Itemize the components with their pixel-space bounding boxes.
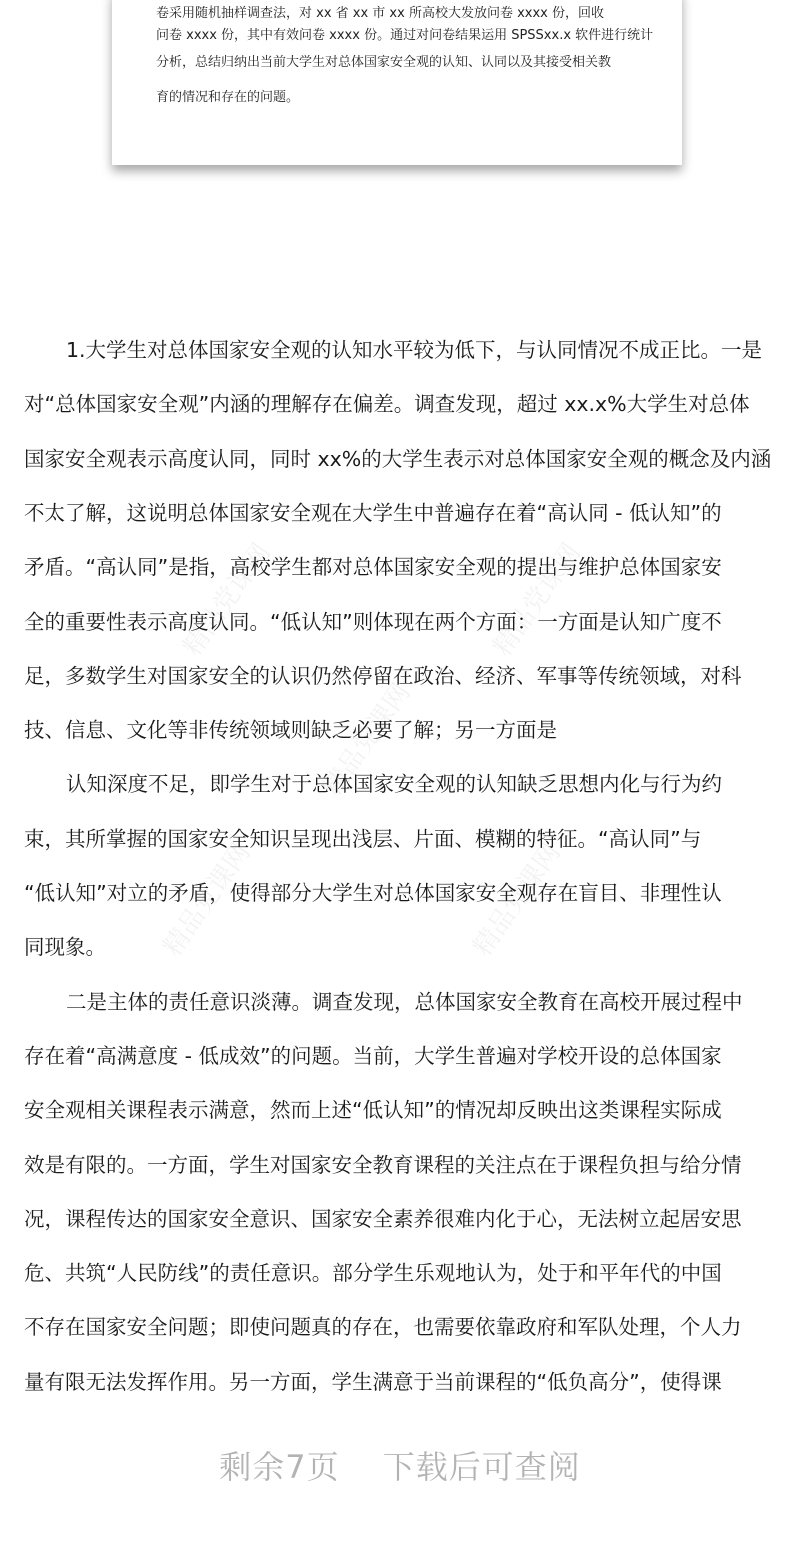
body-text-line: 足，多数学生对国家安全的认识仍然停留在政治、经济、军事等传统领域，对科 [24,663,742,688]
body-text-line: 存在着“高满意度 - 低成效”的问题。当前，大学生普遍对学校开设的总体国家 [24,1043,722,1068]
body-text-line: “低认知”对立的矛盾，使得部分大学生对总体国家安全观存在盲目、非理性认 [24,881,722,905]
download-to-view-text[interactable]: 下载后可查阅 [382,1448,581,1486]
body-text-line: 况，课程传达的国家安全意识、国家安全素养很难内化于心，无法树立起居安思 [24,1206,742,1231]
body-text-line: 危、共筑“人民防线”的责任意识。部分学生乐观地认为，处于和平年代的中国 [24,1261,722,1286]
body-text-line: 矛盾。“高认同”是指，高校学生都对总体国家安全观的提出与维护总体国家安 [24,555,722,580]
watermark: 精品党课网 [467,838,567,962]
body-text-line: 量有限无法发挥作用。另一方面，学生满意于当前课程的“低负高分”，使得课 [24,1369,722,1394]
download-prompt[interactable] [0,1442,800,1488]
watermark: 精品党课网 [177,538,277,662]
body-text-line: 不存在国家安全问题；即使问题真的存在，也需要依靠政府和军队处理，个人力 [24,1315,742,1340]
watermark: 精品党课网 [157,838,257,962]
body-text-line: 安全观相关课程表示满意，然而上述“低认知”的情况却反映出这类课程实际成 [24,1098,722,1123]
body-text-line: 同现象。 [24,935,106,960]
remaining-pages-text: 剩余7页 [219,1448,340,1486]
body-text-line: 国家安全观表示高度认同，同时 xx%的大学生表示对总体国家安全观的概念及内涵 [24,446,772,471]
card-line: 问卷 xxxx 份，其中有效问卷 xxxx 份。通过对问卷结果运用 SPSSxx.x 软件进行统计 [156,28,654,43]
watermark: 精品党课网 [487,538,587,662]
card-line: 卷采用随机抽样调查法，对 xx 省 xx 市 xx 所高校大发放问卷 xxxx 份，回收 [156,6,604,21]
body-text-line: 技、信息、文化等非传统领域则缺乏必要了解；另一方面是 [24,718,557,743]
card-line: 分析，总结归纳出当前大学生对总体国家安全观的认知、认同以及其接受相关教 [156,55,612,70]
body-text-line: 效是有限的。一方面，学生对国家安全教育课程的关注点在于课程负担与给分情 [24,1152,742,1177]
body-text-line: 全的重要性表示高度认同。“低认知”则体现在两个方面：一方面是认知广度不 [24,609,722,634]
body-text-line: 认知深度不足，即学生对于总体国家安全观的认知缺乏思想内化与行为约 [66,772,722,797]
body-text-line: 对“总体国家安全观”内涵的理解存在偏差。调查发现，超过 xx.x%大学生对总体 [24,392,750,417]
body-text-line: 不太了解，这说明总体国家安全观在大学生中普遍存在着“高认同 - 低认知”的 [24,500,722,525]
preview-page-card [112,0,682,165]
body-text-line: 束，其所掌握的国家安全知识呈现出浅层、片面、模糊的特征。“高认同”与 [24,826,702,851]
body-text-line: 1.大学生对总体国家安全观的认知水平较为低下，与认同情况不成正比。一是 [66,338,763,362]
watermark: 精品党课网 [317,678,417,802]
body-text-line: 二是主体的责任意识淡薄。调查发现，总体国家安全教育在高校开展过程中 [66,989,743,1014]
card-line: 育的情况和存在的问题。 [156,90,300,105]
